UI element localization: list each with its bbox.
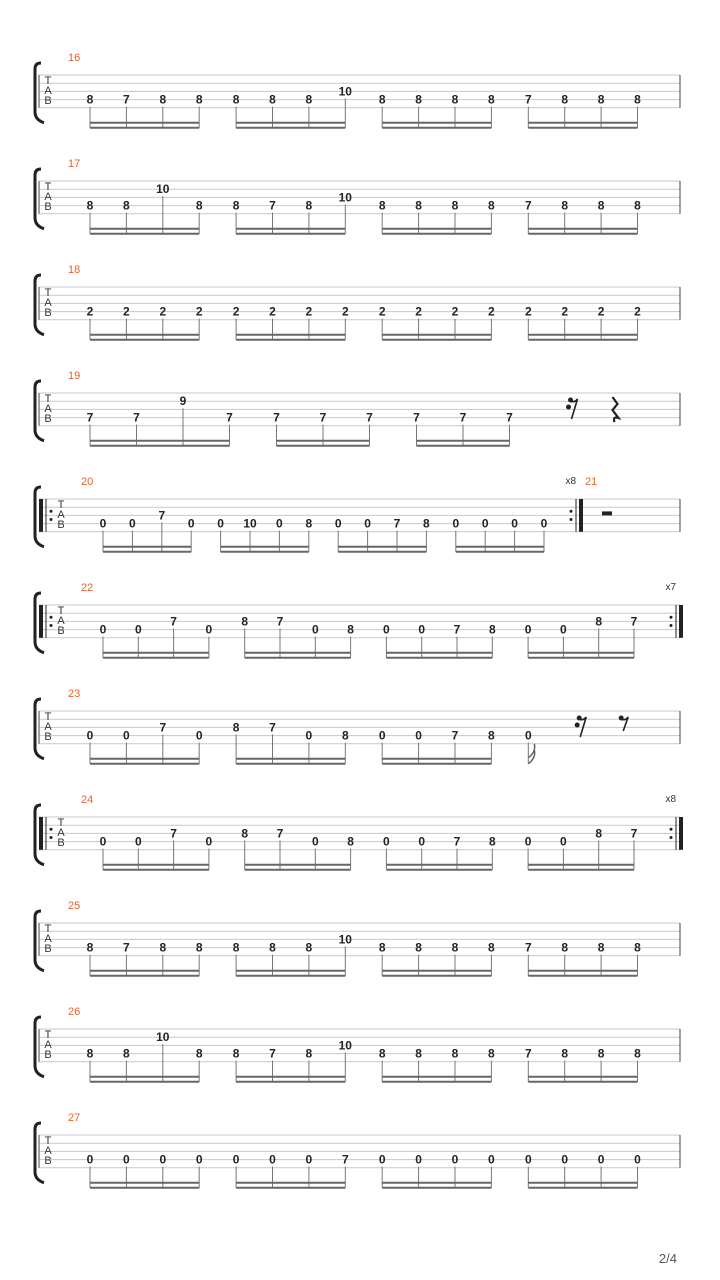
tab-clef-letter: B	[44, 95, 52, 107]
fret-number: 7	[453, 834, 461, 849]
fret-number: 8	[634, 1046, 641, 1061]
fret-number: 7	[158, 508, 166, 523]
tab-clef-letter: A	[44, 933, 52, 945]
fret-number: 0	[123, 1152, 130, 1167]
fret-number: 0	[524, 1152, 532, 1167]
fret-number: 8	[423, 516, 430, 531]
fret-number: 0	[560, 834, 567, 849]
repeat-dot	[570, 510, 573, 513]
fret-number: 8	[195, 92, 203, 107]
fret-number: 0	[205, 622, 213, 637]
repeat-start-thick-bar	[39, 499, 43, 532]
fret-number: 0	[540, 516, 548, 531]
tab-clef-letter: T	[44, 393, 52, 405]
repeat-count: x8	[665, 794, 676, 805]
tab-system-19	[35, 370, 680, 446]
tab-clef-letter: B	[44, 943, 52, 955]
fret-number: 0	[305, 728, 313, 743]
fret-number: 7	[123, 92, 130, 107]
fret-number: 8	[305, 92, 313, 107]
fret-number: 7	[269, 1046, 276, 1061]
fret-number: 8	[595, 614, 603, 629]
fret-number: 0	[524, 728, 532, 743]
fret-number: 8	[232, 198, 240, 213]
fret-number: 0	[451, 1152, 459, 1167]
fret-number: 8	[269, 940, 276, 955]
tab-clef-letter: A	[57, 615, 65, 627]
fret-number: 0	[364, 516, 371, 531]
fret-number: 0	[187, 516, 195, 531]
repeat-dot	[570, 518, 573, 521]
measure-number: 25	[68, 900, 81, 912]
tab-clef-letter: A	[44, 297, 52, 309]
repeat-dot	[50, 624, 53, 627]
fret-number: 8	[378, 198, 386, 213]
fret-number: 0	[276, 516, 283, 531]
fret-number: 0	[511, 516, 518, 531]
fret-number: 7	[453, 622, 461, 637]
fret-number: 8	[347, 834, 354, 849]
fret-number: 0	[159, 1152, 167, 1167]
fret-number: 8	[232, 940, 240, 955]
tab-system-17	[35, 158, 680, 234]
fret-number: 0	[129, 516, 136, 531]
fret-number: 8	[123, 1046, 130, 1061]
fret-number: 2	[561, 304, 569, 319]
fret-number: 8	[232, 92, 240, 107]
tab-clef-letter: A	[44, 721, 52, 733]
tab-clef-letter: A	[44, 191, 52, 203]
fret-number: 0	[378, 1152, 386, 1167]
tab-system-24	[35, 794, 683, 870]
fret-number: 2	[341, 304, 349, 319]
tab-clef-letter: B	[57, 625, 65, 637]
fret-number: 0	[383, 834, 390, 849]
fret-number: 2	[634, 304, 641, 319]
fret-number: 8	[561, 940, 569, 955]
measure-number: 27	[68, 1112, 81, 1124]
fret-number: 8	[488, 622, 496, 637]
repeat-end-thick-bar	[579, 499, 583, 532]
fret-number: 7	[524, 92, 532, 107]
fret-number: 2	[488, 304, 495, 319]
fret-number: 7	[630, 614, 638, 629]
fret-number: 8	[86, 1046, 94, 1061]
fret-number: 0	[334, 516, 342, 531]
fret-number: 7	[276, 826, 284, 841]
fret-number: 0	[232, 1152, 240, 1167]
fret-number: 8	[305, 198, 313, 213]
fret-number: 10	[338, 190, 352, 205]
fret-number: 8	[195, 940, 203, 955]
fret-number: 8	[159, 92, 167, 107]
fret-number: 8	[488, 940, 495, 955]
fret-number: 8	[488, 92, 495, 107]
repeat-dot	[50, 828, 53, 831]
repeat-start-thick-bar	[39, 605, 43, 638]
fret-number: 8	[561, 198, 569, 213]
fret-number: 7	[226, 410, 233, 425]
fret-number: 8	[488, 1046, 495, 1061]
fret-number: 8	[415, 92, 422, 107]
fret-number: 7	[413, 410, 420, 425]
fret-number: 0	[195, 728, 203, 743]
fret-number: 7	[524, 1046, 532, 1061]
fret-number: 8	[488, 198, 495, 213]
tab-clef-letter: B	[44, 731, 52, 743]
fret-number: 8	[86, 198, 94, 213]
fret-number: 9	[179, 394, 187, 409]
tab-clef-letter: T	[57, 817, 65, 829]
tab-clef-letter: T	[44, 181, 52, 193]
fret-number: 8	[634, 92, 641, 107]
fret-number: 8	[415, 1046, 422, 1061]
tab-clef-letter: A	[57, 509, 65, 521]
tab-system-16	[35, 52, 680, 128]
fret-number: 8	[305, 516, 313, 531]
fret-number: 0	[560, 622, 567, 637]
fret-number: 8	[415, 198, 422, 213]
tab-clef-letter: T	[44, 75, 52, 87]
tab-clef-letter: B	[57, 519, 65, 531]
tab-clef-letter: B	[57, 837, 65, 849]
repeat-dot	[50, 616, 53, 619]
half-rest	[602, 511, 612, 515]
fret-number: 0	[217, 516, 224, 531]
fret-number: 7	[269, 198, 276, 213]
fret-number: 0	[311, 622, 319, 637]
fret-number: 0	[524, 622, 532, 637]
fret-number: 7	[366, 410, 373, 425]
measure-number: 22	[81, 582, 94, 594]
fret-number: 10	[243, 516, 257, 531]
fret-number: 0	[123, 728, 130, 743]
tab-clef-letter: B	[44, 201, 52, 213]
fret-number: 8	[378, 92, 386, 107]
fret-number: 8	[232, 1046, 240, 1061]
fret-number: 10	[338, 84, 352, 99]
fret-number: 2	[195, 304, 203, 319]
fret-number: 8	[195, 1046, 203, 1061]
fret-number: 8	[561, 1046, 569, 1061]
fret-number: 7	[133, 410, 140, 425]
fret-number: 0	[383, 622, 390, 637]
fret-number: 0	[311, 834, 319, 849]
tab-clef-letter: T	[44, 1029, 52, 1041]
fret-number: 7	[170, 614, 177, 629]
repeat-count: x8	[565, 476, 576, 487]
fret-number: 8	[634, 940, 641, 955]
fret-number: 2	[378, 304, 386, 319]
tab-clef-letter: B	[44, 1155, 52, 1167]
repeat-start-thick-bar	[39, 817, 43, 850]
fret-number: 8	[305, 1046, 313, 1061]
fret-number: 8	[451, 92, 459, 107]
repeat-dot	[670, 616, 673, 619]
fret-number: 2	[597, 304, 605, 319]
fret-number: 7	[269, 720, 276, 735]
page-number: 2/4	[658, 1251, 677, 1266]
fret-number: 7	[319, 410, 327, 425]
fret-number: 8	[123, 198, 130, 213]
fret-number: 7	[451, 728, 459, 743]
measure-number: 16	[68, 52, 81, 64]
fret-number: 0	[205, 834, 213, 849]
tab-clef-letter: T	[57, 499, 65, 511]
fret-number: 10	[156, 182, 170, 197]
tab-clef-letter: A	[44, 1145, 52, 1157]
fret-number: 7	[524, 198, 532, 213]
fret-number: 2	[123, 304, 130, 319]
fret-number: 0	[452, 516, 460, 531]
fret-number: 2	[232, 304, 240, 319]
fret-number: 8	[232, 720, 240, 735]
tab-clef-letter: B	[44, 307, 52, 319]
fret-number: 0	[378, 728, 386, 743]
fret-number: 8	[561, 92, 569, 107]
fret-number: 2	[451, 304, 459, 319]
tab-clef-letter: T	[44, 1135, 52, 1147]
measure-number: 20	[81, 476, 94, 488]
measure-number: 18	[68, 264, 81, 276]
tab-system-23	[35, 688, 680, 764]
fret-number: 8	[597, 198, 605, 213]
fret-number: 8	[86, 92, 94, 107]
repeat-dot	[670, 836, 673, 839]
fret-number: 0	[269, 1152, 276, 1167]
tab-system-26	[35, 1006, 680, 1082]
repeat-dot	[670, 624, 673, 627]
tab-clef-letter: T	[44, 711, 52, 723]
fret-number: 7	[506, 410, 513, 425]
fret-number: 8	[415, 940, 422, 955]
fret-number: 7	[459, 410, 467, 425]
fret-number: 7	[159, 720, 167, 735]
tab-system-20	[35, 476, 680, 552]
fret-number: 2	[415, 304, 422, 319]
fret-number: 10	[338, 1038, 352, 1053]
tab-system-25	[35, 900, 680, 976]
measure-number: 19	[68, 370, 81, 382]
fret-number: 8	[269, 92, 276, 107]
repeat-dot	[50, 510, 53, 513]
fret-number: 2	[524, 304, 532, 319]
fret-number: 7	[393, 516, 401, 531]
tab-clef-letter: A	[44, 1039, 52, 1051]
tab-clef-letter: A	[57, 827, 65, 839]
fret-number: 2	[86, 304, 94, 319]
fret-number: 8	[488, 834, 496, 849]
fret-number: 2	[159, 304, 167, 319]
measure-number: 23	[68, 688, 81, 700]
repeat-dot	[50, 518, 53, 521]
fret-number: 7	[170, 826, 177, 841]
fret-number: 8	[159, 940, 167, 955]
note-flag	[528, 744, 534, 764]
tab-system-27	[35, 1112, 680, 1188]
fret-number: 8	[597, 940, 605, 955]
fret-number: 7	[630, 826, 638, 841]
fret-number: 2	[305, 304, 313, 319]
measure-number: 21	[585, 476, 598, 488]
fret-number: 0	[86, 1152, 94, 1167]
fret-number: 0	[524, 834, 532, 849]
fret-number: 8	[341, 728, 349, 743]
fret-number: 0	[134, 622, 142, 637]
tab-clef-letter: T	[44, 287, 52, 299]
fret-number: 8	[597, 92, 605, 107]
fret-number: 8	[241, 826, 249, 841]
fret-number: 0	[634, 1152, 641, 1167]
eighth-rest	[621, 717, 628, 731]
fret-number: 8	[195, 198, 203, 213]
tab-clef-letter: T	[57, 605, 65, 617]
fret-number: 8	[347, 622, 354, 637]
fret-number: 7	[86, 410, 94, 425]
repeat-count: x7	[665, 582, 676, 593]
repeat-end-thick-bar	[679, 605, 683, 638]
fret-number: 0	[99, 834, 107, 849]
fret-number: 8	[597, 1046, 605, 1061]
fret-number: 0	[418, 834, 426, 849]
fret-number: 7	[341, 1152, 349, 1167]
fret-number: 0	[134, 834, 142, 849]
fret-number: 8	[451, 1046, 459, 1061]
repeat-end-thick-bar	[679, 817, 683, 850]
fret-number: 8	[86, 940, 94, 955]
measure-number: 17	[68, 158, 81, 170]
sixteenth-rest-dot	[566, 405, 571, 410]
fret-number: 8	[451, 940, 459, 955]
fret-number: 8	[241, 614, 249, 629]
tab-clef-letter: B	[44, 413, 52, 425]
fret-number: 0	[415, 728, 422, 743]
tab-clef-letter: A	[44, 403, 52, 415]
fret-number: 7	[524, 940, 532, 955]
fret-number: 0	[481, 516, 489, 531]
fret-number: 8	[595, 826, 603, 841]
fret-number: 8	[378, 940, 386, 955]
tab-system-22	[35, 582, 683, 658]
fret-number: 8	[378, 1046, 386, 1061]
fret-number: 0	[86, 728, 94, 743]
measure-number: 26	[68, 1006, 81, 1018]
tab-clef-letter: B	[44, 1049, 52, 1061]
fret-number: 2	[269, 304, 276, 319]
fret-number: 7	[123, 940, 130, 955]
repeat-dot	[50, 836, 53, 839]
tab-clef-letter: A	[44, 85, 52, 97]
fret-number: 7	[276, 614, 284, 629]
fret-number: 8	[488, 728, 495, 743]
fret-number: 8	[305, 940, 313, 955]
tab-system-18	[35, 264, 680, 340]
fret-number: 10	[338, 932, 352, 947]
fret-number: 0	[99, 622, 107, 637]
fret-number: 7	[273, 410, 280, 425]
fret-number: 8	[451, 198, 459, 213]
measure-number: 24	[81, 794, 94, 806]
fret-number: 0	[561, 1152, 569, 1167]
fret-number: 10	[156, 1030, 170, 1045]
repeat-dot	[670, 828, 673, 831]
fret-number: 0	[195, 1152, 203, 1167]
tab-clef-letter: T	[44, 923, 52, 935]
fret-number: 0	[597, 1152, 605, 1167]
fret-number: 0	[99, 516, 107, 531]
fret-number: 0	[415, 1152, 422, 1167]
fret-number: 8	[634, 198, 641, 213]
fret-number: 0	[305, 1152, 313, 1167]
sixteenth-rest-dot	[575, 723, 580, 728]
fret-number: 0	[488, 1152, 495, 1167]
fret-number: 0	[418, 622, 426, 637]
